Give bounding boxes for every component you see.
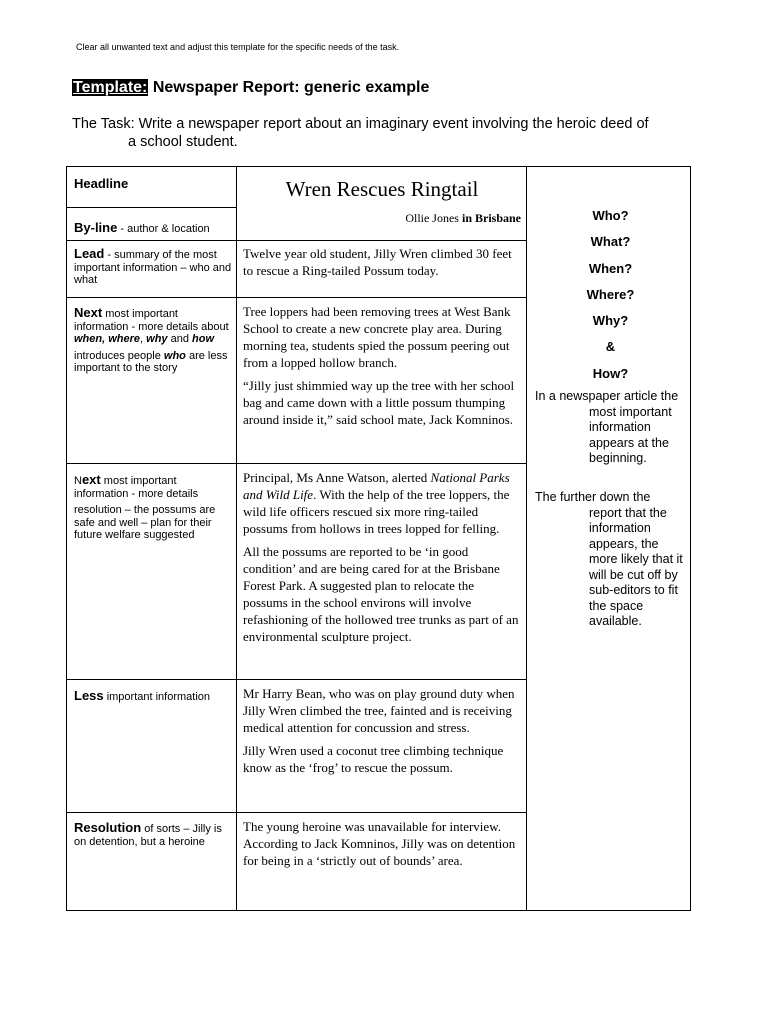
next2-label: Next most important information - more details resolution – the possums are safe and well – plan for their future welfare suggested [74,472,216,541]
row-divider-headline [67,207,237,208]
headline-label: Headline [74,176,129,191]
lead-text: Twelve year old student, Jilly Wren climbed 30 feet to rescue a Ring-tailed Possum today. [243,246,512,278]
question-why: Why? [592,313,629,329]
question-what: What? [590,234,631,250]
task-description [72,115,702,151]
resolution-label: Resolution of sorts – Jilly is on detention, but a heroine [74,820,222,848]
page-title [72,79,429,97]
next1-text: Tree loppers had been removing trees at West Bank School to create a new concrete play area. During morning tea, students spied the possum peering out from a lopped hollow branch. “Jilly just shimmied way up the tree with her school bag and came down with a little possum thumping around inside it,” said school mate, Jack Komninos. [243,304,515,427]
less-text: Mr Harry Bean, who was on play ground duty when Jilly Wren climbed the tree, fainted and is receiving medical attention for concussion and stress. Jilly Wren used a coconut tree climbing technique know as the ‘frog’ to rescue the possum. [243,686,515,775]
row-divider-less [67,812,527,813]
row-divider-lead [67,297,527,298]
template-tag: Template: [73,79,148,96]
task-line-2: a school student. [128,134,238,150]
column-divider-right [526,167,527,910]
instruction-note: Clear all unwanted text and adjust this template for the specific needs of the task. [76,42,400,52]
question-list [529,203,692,387]
byline-label: By-line - author & location [74,220,210,235]
question-when: When? [588,260,633,276]
next2-text: Principal, Ms Anne Watson, alerted National Parks and Wild Life. With the help of the tree loppers, the wild life officers rescued six more ring-tailed possums from hollows in trees lopped for felling. All the possums are reported to be ‘in good condition’ and are being cared for at the Brisbane Forest Park. A suggested plan to relocate the possums in the school environs will involve refashioning of the hollowed tree trunks as part of an environmental sculpture project. [243,470,519,644]
task-line-1: The Task: Write a newspaper report about an imaginary event involving the heroic deed of [72,116,649,132]
row-divider-next1 [67,463,527,464]
question-where: Where? [586,286,635,302]
guidance-note-1: In a newspaper article the most important information appears at the beginning. [535,389,679,465]
less-label: Less important information [74,688,211,703]
next1-label: Next most important information - more details about when, where, why and how introduces people who are less important to the story [74,305,229,374]
question-and: & [605,339,616,355]
question-who: Who? [592,208,629,223]
row-divider-byline [67,240,527,241]
column-divider-left [236,167,237,910]
byline-text: Ollie Jones in Brisbane [405,211,521,225]
title-text: Newspaper Report: generic example [148,79,430,96]
headline-text: Wren Rescues Ringtail [285,177,479,201]
report-template-table [66,166,691,911]
guidance-note-2: The further down the report that the information appears, the more likely that it will be cut off by sub-editors to fit the space available. [535,490,683,628]
resolution-text: The young heroine was unavailable for interview. According to Jack Komninos, Jilly was on detention for being in a ‘strictly out of bounds’ area. [243,819,516,868]
question-how: How? [592,365,629,381]
row-divider-next2 [67,679,527,680]
lead-label: Lead - summary of the most important information – who and what [74,246,232,286]
